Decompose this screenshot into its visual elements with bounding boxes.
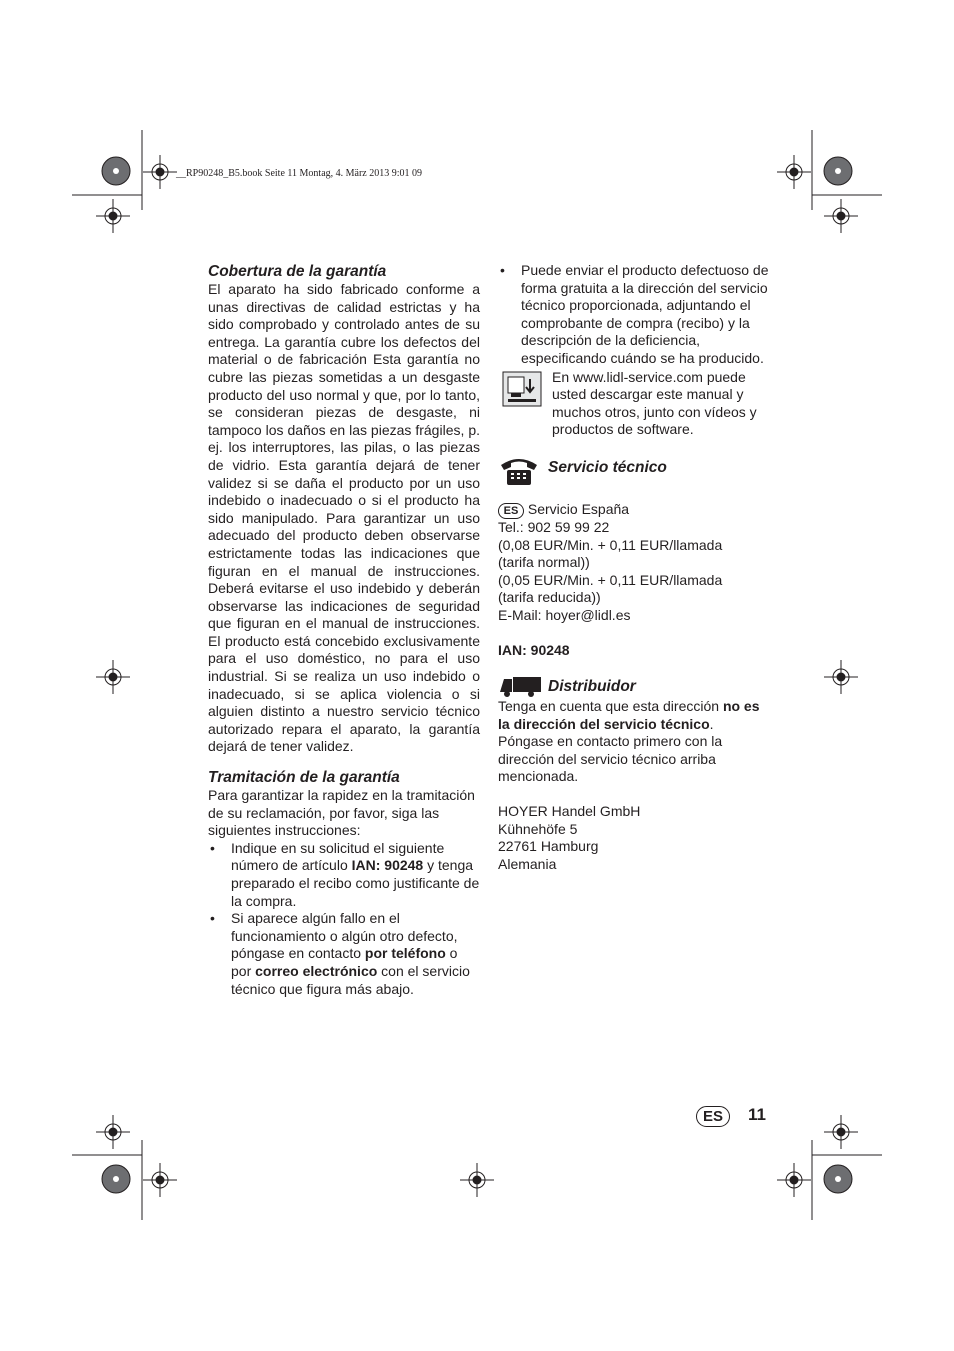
claim-bullet: [208, 840, 480, 910]
left-column: [208, 262, 480, 998]
service-country: [498, 501, 770, 519]
color-wheel-icon: [823, 1164, 853, 1194]
color-wheel-icon: [101, 156, 131, 186]
registration-mark-icon: [777, 1163, 811, 1197]
bullet-text: Indique en su solicitud el siguiente número de artículo: [231, 839, 445, 874]
bullet-dot: •: [210, 839, 215, 856]
bullet-dot: •: [210, 910, 215, 927]
claim-bullet: [208, 910, 480, 998]
distributor-heading: Distribuidor: [548, 678, 636, 696]
coverage-text: El aparato ha sido fabricado conforme a unas directivas de calidad estrictas y ha sido comprobado y controlado antes de su entrega. La garantía cubre los defectos del material o de fabricación Esta garantía no cubre las piezas sometidas a un desgaste producto del uso normal y que, por lo tanto, se consideran piezas de desgaste, ni tampoco los daños en las piezas frágiles, p. ej. los interruptores, las pilas, o las piezas de vidrio. Esta garantía dejará de tener validez si se daña el producto por un uso indebido o inadecuado o si el producto ha sido manipulado. Para garantizar un uso adecuado del producto deben observarse estrictamente todas las indicaciones que figuran en el manual de instrucciones. Deberá evitarse el uso indebido y deberán observarse las indicaciones de seguridad que figuran en el manual de instrucciones. El producto está concebido exclusivamente para el uso doméstico, no para el uso industrial. Si se realiza un uso indebido o inadecuado, si se aplica violencia o si alguien distinto a nuestro servicio técnico autorizado repara el aparato, la garantía dejará de tener validez.: [208, 281, 480, 755]
registration-mark-icon: [143, 1163, 177, 1197]
bullet-dot: •: [500, 262, 505, 278]
service-heading: Servicio técnico: [548, 458, 667, 476]
bullet-text: o por: [231, 945, 458, 979]
registration-mark-icon: [96, 199, 130, 233]
telephone-icon: [498, 455, 540, 487]
distributor-heading-row: [498, 676, 770, 698]
color-wheel-icon: [823, 156, 853, 186]
registration-mark-icon: [824, 660, 858, 694]
claim-bullet: [498, 262, 770, 368]
registration-mark-icon: [824, 199, 858, 233]
registration-mark-icon: [460, 1163, 494, 1197]
download-note: [498, 369, 770, 439]
bullet-text: con el servicio técnico que figura más abajo.: [231, 962, 470, 997]
bullet-text: Puede enviar el producto defectuoso de forma gratuita a la dirección del servicio técnico proporcionada, adjuntando el comprobante de compra (recibo) y la descripción de la deficiencia, especificando cuándo se ha producido.: [521, 262, 769, 366]
ian-number: IAN: 90248: [498, 641, 570, 658]
registration-mark-icon: [777, 155, 811, 189]
note-bold: no es la dirección del servicio técnico: [498, 698, 760, 732]
download-text: En www.lidl-service.com puede usted descargar este manual y muchos otros, junto con vídeos y productos de software.: [552, 368, 757, 438]
service-contact: Tel.: 902 59 99 22 (0,08 EUR/Min. + 0,11 EUR/llamada (tarifa normal)) (0,05 EUR/Min. + 0,11 EUR/llamada (tarifa reducida)) E-Mail: hoyer@lidl.es: [498, 518, 723, 623]
download-computer-icon: [502, 371, 542, 407]
truck-icon: [498, 676, 542, 698]
page-number: 11: [748, 1105, 766, 1124]
registration-mark-icon: [96, 1115, 130, 1149]
claim-heading: Tramitación de la garantía: [208, 769, 400, 787]
country-badge: ES: [498, 503, 524, 519]
registration-mark-icon: [143, 155, 177, 189]
claim-intro: Para garantizar la rapidez en la tramitación de su reclamación, por favor, siga las siguientes instrucciones:: [208, 787, 475, 839]
right-column: [498, 262, 770, 873]
print-header: __RP90248_B5.book Seite 11 Montag, 4. März 2013 9:01 09: [176, 168, 423, 179]
registration-mark-icon: [96, 660, 130, 694]
bullet-text: Si aparece algún fallo en el funcionamiento o algún otro defecto, póngase en contacto: [231, 910, 458, 962]
bold-email: correo electrónico: [255, 962, 378, 979]
bold-phone: por teléfono: [364, 945, 446, 962]
language-badge: ES: [696, 1106, 730, 1127]
ian-inline: IAN: 90248: [351, 857, 424, 874]
distributor-address: HOYER Handel GmbH Kühnehöfe 5 22761 Hamburg Alemania: [498, 803, 641, 872]
note-text: . Póngase en contacto primero con la dirección del servicio técnico arriba mencionada.: [498, 715, 723, 785]
color-wheel-icon: [101, 1164, 131, 1194]
country-label: Servicio España: [527, 500, 630, 517]
coverage-heading: Cobertura de la garantía: [208, 263, 387, 280]
distributor-note: [498, 698, 770, 786]
registration-mark-icon: [824, 1115, 858, 1149]
service-heading-row: [498, 455, 770, 487]
bullet-text: y tenga preparado el recibo como justificante de la compra.: [231, 857, 480, 909]
note-text: Tenga en cuenta que esta dirección: [498, 698, 723, 715]
